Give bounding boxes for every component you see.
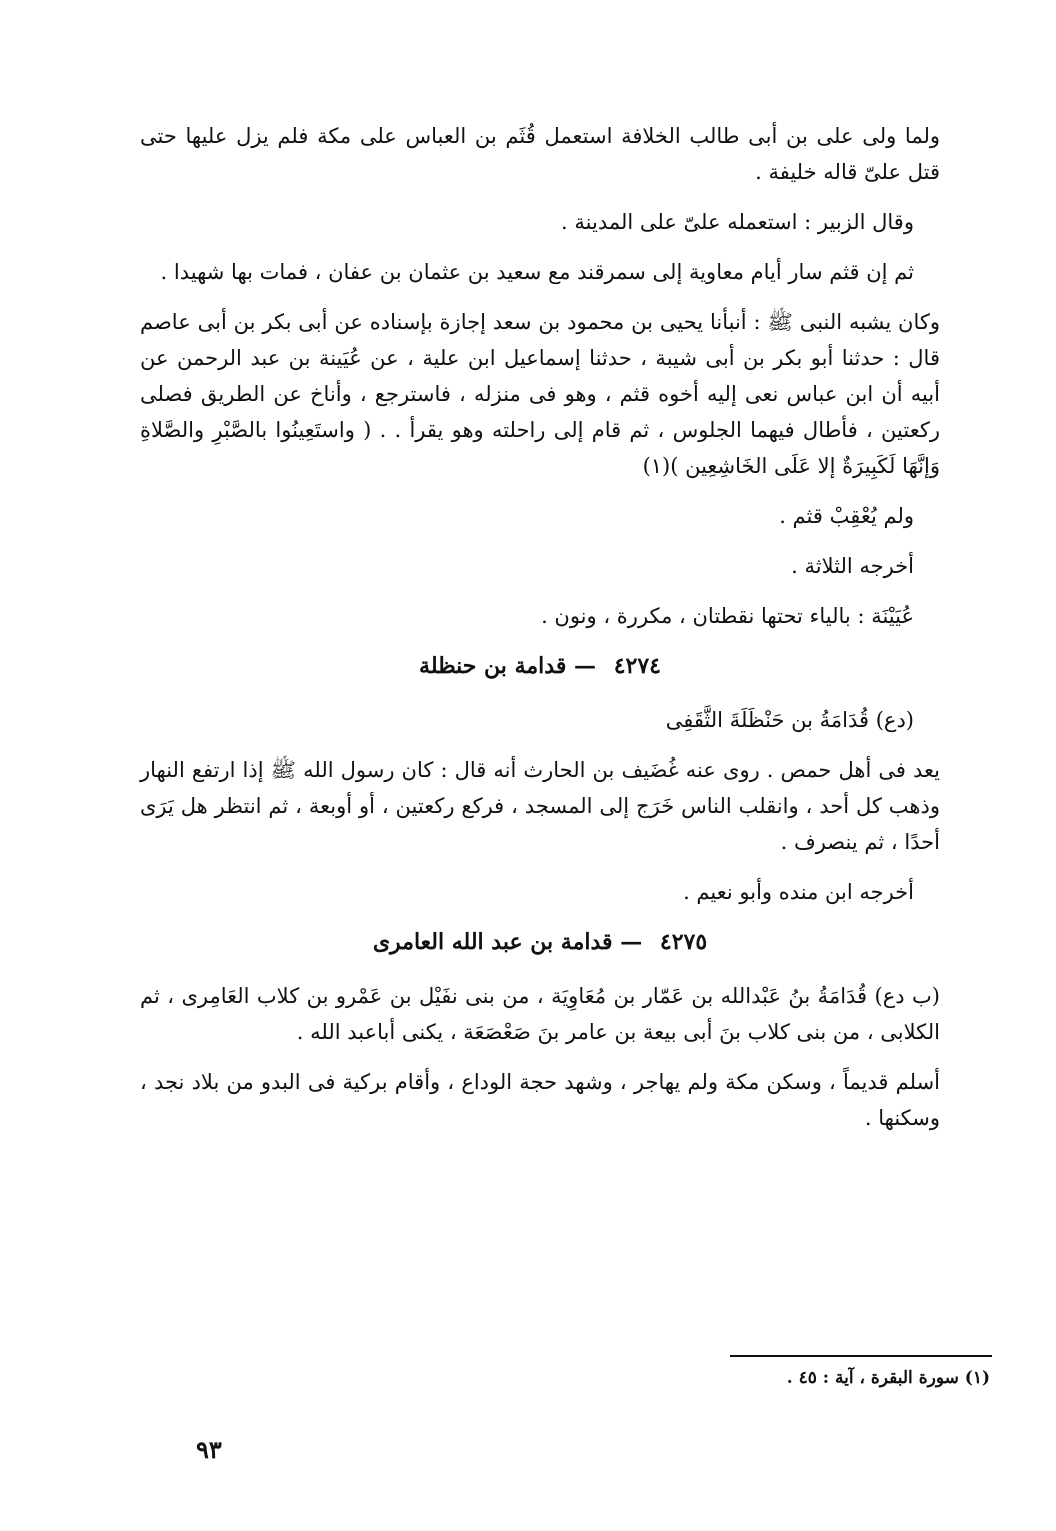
paragraph-transmitters: أخرجه ابن منده وأبو نعيم .: [683, 880, 914, 904]
paragraph-lineage: [140, 978, 940, 1050]
entry-title: قدامة بن حنظلة: [419, 653, 567, 679]
entry-name-line: [140, 702, 940, 738]
entry-dash: —: [574, 653, 597, 679]
footnote: (١) سورة البقرة ، آية : ٤٥ .: [786, 1368, 990, 1388]
page-body: [140, 118, 940, 1150]
footnote-divider: [730, 1355, 992, 1357]
page-number: ٩٣: [196, 1435, 222, 1464]
source-prefix: (دع): [875, 708, 914, 732]
paragraph-islam: أسلم قديماً ، وسكن مكة ولم يهاجر ، وشهد حجة الوداع ، وأقام بركية فى البدو من بلاد نجد ، وسكنها .: [140, 1070, 940, 1130]
entry-heading-4274: [140, 648, 940, 684]
paragraph-hims: يعد فى أهل حمص . روى عنه غُضَيف بن الحارث أنه قال : كان رسول الله ﷺ إذا ارتفع النهار وذهب كل أحد ، وانقلب الناس خَرَج إلى المسجد ، فركع ركعتين ، أو أوبعة ، ثم انتظر هل يَرَى أحدًا ، ثم ينصرف .: [140, 758, 940, 854]
entry-number: ٤٢٧٥: [659, 929, 708, 955]
lineage-text: قُدَامَةُ بنُ عَبْدالله بن عَمّار بن مُعَاوِيَة ، من بنى نفَيْل بن عَمْرو بن كلاب العَامِرى ، ثم الكلابى ، من بنى كلاب بنَ أبى بيعة بن عامر بنَ صَعْصَعَة ، يكنى أباعبد الله .: [140, 984, 940, 1044]
source-prefix: (ب دع): [874, 984, 940, 1008]
paragraph-hadith: وكان يشبه النبى ﷺ : أنبأنا يحيى بن محمود بن سعد إجازة بإسناده عن أبى بكر بن أبى عاصم قال : حدثنا أبو بكر بن أبى شيبة ، حدثنا إسماعيل ابن علية ، عن عُيَينة بن عبد الرحمن عن أبيه أن ابن عباس نعى إليه أخوه قثم ، وهو فى منزله ، فاسترجع ، وأناخ عن الطريق فصلى ركعتين ، فأطال فيهما الجلوس ، ثم قام إلى راحلته وهو يقرأ . . ( واستَعِينُوا بالصَّبْرِ والصَّلاةِ وَإنَّهَا لَكَبِيرَةٌ إلا عَلَى الخَاشِعِين )(١): [140, 310, 941, 478]
entry-number: ٤٢٧٤: [613, 653, 661, 679]
paragraph-spelling-note: عُيَيْنَة : بالياء تحتها نقطتان ، مكررة ، ونون .: [541, 604, 914, 628]
paragraph-no-offspring: ولم يُعْقِبْ قثم .: [779, 504, 914, 528]
entry-full-name: قُدَامَةُ بن حَنْظَلَةَ الثَّقَفِى: [665, 708, 870, 732]
entry-heading-4275: [140, 924, 940, 960]
entry-title: قدامة بن عبد الله العامرى: [372, 929, 613, 955]
entry-dash: —: [620, 929, 643, 955]
paragraph-transmitted: أخرجه الثلاثة .: [791, 554, 914, 578]
paragraph-zubayr: وقال الزبير : استعمله علىّ على المدينة .: [561, 210, 914, 234]
paragraph-qutham-governor: ولما ولى على بن أبى طالب الخلافة استعمل قُثَم بن العباس على مكة فلم يزل عليها حتى قتل علىّ قاله خليفة .: [140, 124, 940, 184]
paragraph-samarkand: ثم إن قثم سار أيام معاوية إلى سمرقند مع سعيد بن عثمان بن عفان ، فمات بها شهيدا .: [160, 260, 914, 284]
